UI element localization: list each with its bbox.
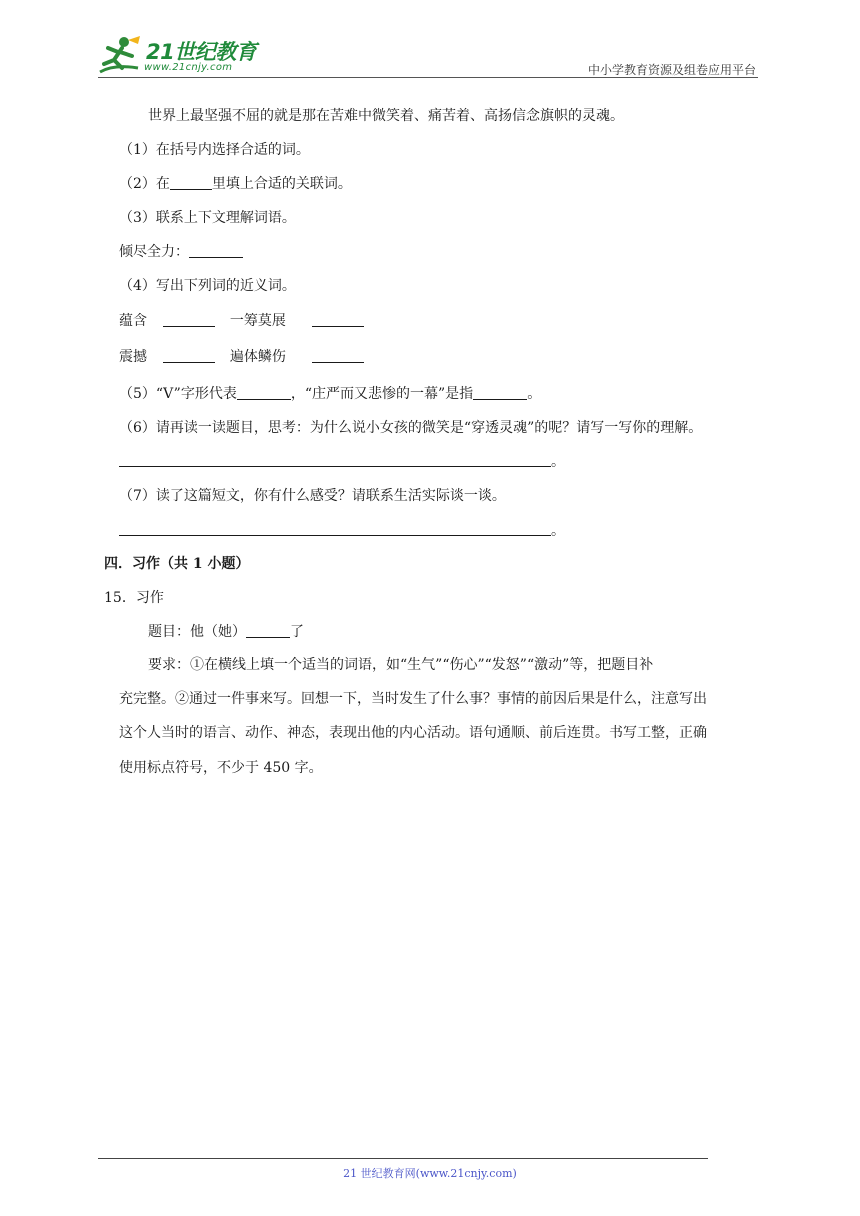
essay-topic: [148, 623, 304, 641]
question-7-period: 。: [551, 523, 565, 539]
term-label: 倾尽全力：: [119, 244, 189, 260]
requirement-line-2: 充完整。②通过一件事来写。回想一下，当时发生了什么事？事情的前因后果是什么，注意写出: [119, 691, 707, 707]
passage-sentence: 世界上最坚强不屈的就是那在苦难中微笑着、痛苦着、高扬信念旗帜的灵魂。: [148, 108, 624, 124]
question-2-text-b: 里填上合适的关联词。: [211, 176, 352, 192]
question-2: [119, 175, 352, 193]
site-logo: [94, 34, 264, 78]
question-7-answer-line[interactable]: [119, 535, 551, 536]
question-5: [119, 385, 541, 403]
section-heading: 四．习作（共 1 小题）: [104, 556, 250, 572]
synonym-blank[interactable]: [163, 312, 215, 327]
question-1: （1）在括号内选择合适的词。: [119, 142, 310, 158]
requirement-line-4: 使用标点符号，不少于 450 字。: [119, 760, 323, 776]
term-blank[interactable]: [189, 243, 243, 258]
question-5-blank-2[interactable]: [473, 385, 527, 400]
essay-topic-blank[interactable]: [246, 623, 290, 638]
question-5-text-b: ，“庄严而又悲惨的一幕”是指: [290, 386, 474, 402]
essay-topic-text-b: 了: [290, 624, 304, 640]
question-4: （4）写出下列词的近义词。: [119, 278, 296, 294]
essay-topic-text-a: 题目：他（她）: [148, 624, 246, 640]
synonym-blank[interactable]: [312, 312, 364, 327]
question-3: （3）联系上下文理解词语。: [119, 210, 296, 226]
question-3-term: [119, 243, 243, 261]
logo-url: www.21cnjy.com: [144, 62, 233, 73]
runner-icon: [94, 34, 146, 78]
synonym-word: 蕴含: [119, 313, 147, 329]
question-6: （6）请再读一读题目，思考：为什么说小女孩的微笑是“穿透灵魂”的呢？请写一写你的理解。: [119, 420, 703, 436]
question-5-blank-1[interactable]: [237, 385, 291, 400]
requirement-line-1: 要求：①在横线上填一个适当的词语，如“生气”“伤心”“发怒”“激动”等，把题目补: [148, 657, 654, 673]
question-7: （7）读了这篇短文，你有什么感受？请联系生活实际谈一谈。: [119, 488, 506, 504]
question-5-text-a: （5）“V”字形代表: [119, 386, 237, 402]
synonym-word: 遍体鳞伤: [229, 349, 286, 365]
footer-divider: [98, 1158, 708, 1159]
requirement-line-3: 这个人当时的语言、动作、神态，表现出他的内心活动。语句通顺、前后连贯。书写工整，正确: [119, 725, 707, 741]
question-6-answer-line[interactable]: [119, 466, 551, 467]
synonym-row-2: [119, 348, 364, 366]
synonym-word: 震撼: [119, 349, 147, 365]
header-divider: [98, 77, 758, 78]
question-6-period: 。: [551, 454, 565, 470]
item-15-title: 15．习作: [104, 590, 164, 606]
question-2-text-a: （2）在: [119, 176, 170, 192]
synonym-word: 一筹莫展: [229, 313, 286, 329]
footer-text: 21 世纪教育网(www.21cnjy.com): [343, 1167, 517, 1180]
platform-title: 中小学教育资源及组卷应用平台: [587, 63, 756, 77]
question-2-blank[interactable]: [170, 175, 212, 190]
question-5-text-c: 。: [527, 386, 542, 402]
synonym-blank[interactable]: [312, 348, 364, 363]
logo-text: 21世纪教育: [146, 40, 257, 64]
synonym-blank[interactable]: [163, 348, 215, 363]
synonym-row-1: [119, 312, 364, 330]
